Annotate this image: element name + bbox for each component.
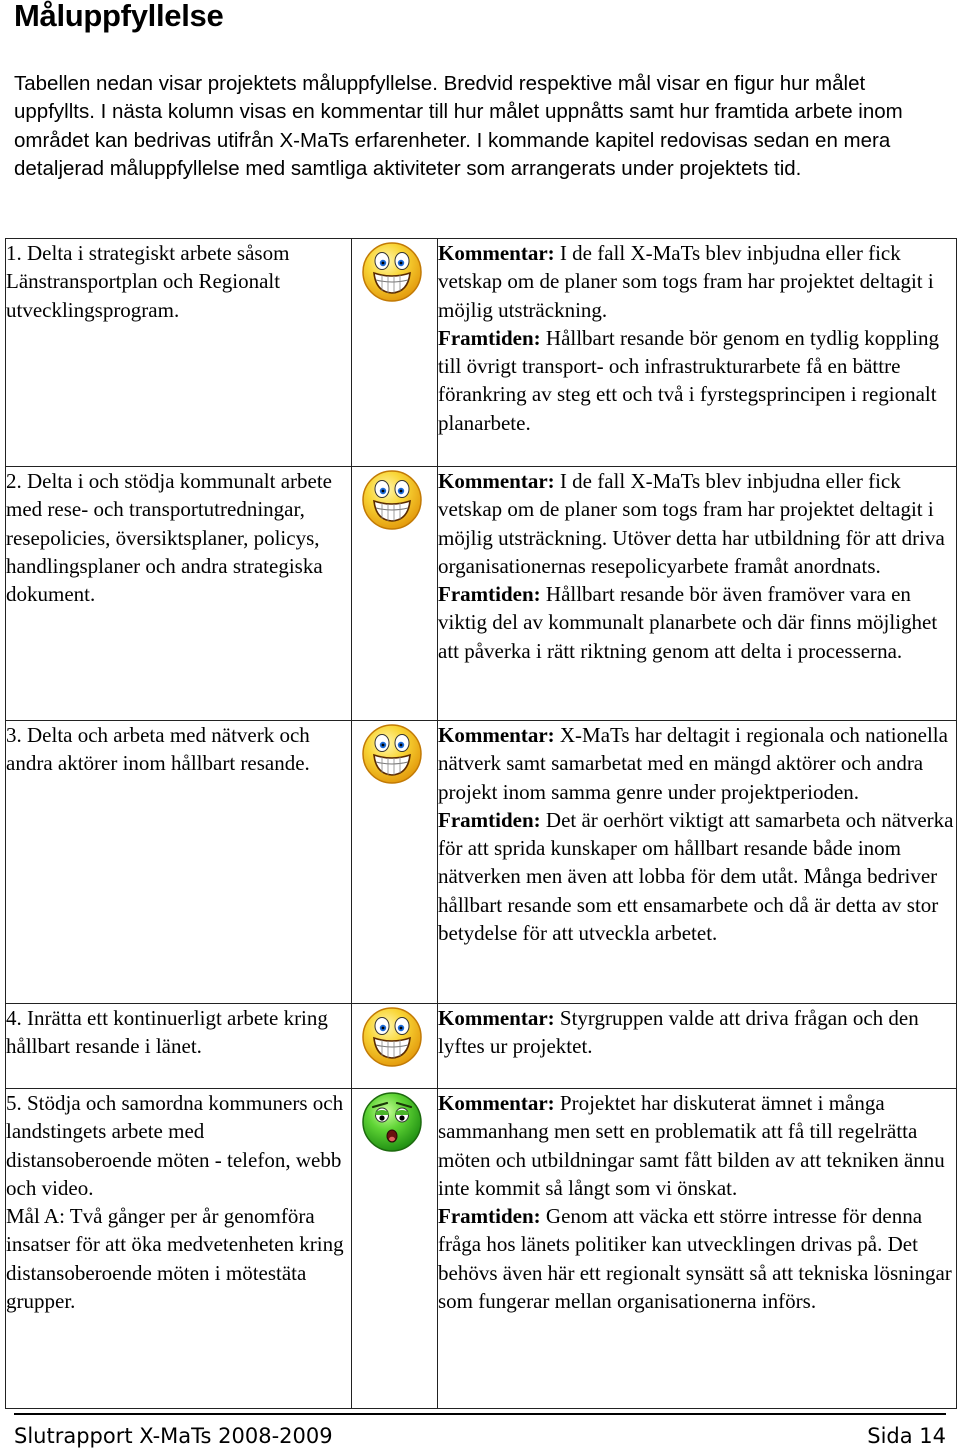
comment-label: Kommentar: — [438, 723, 555, 747]
goal-text: 5. Stödja och samordna kommuners och landstingets arbete med distansoberoende möten - telefon, webb och video. — [6, 1091, 344, 1200]
goal-extra-text: Mål A: Två gånger per år genomföra insatser för att öka medvetenheten kring distansoberoende möten i mötestäta grupper. — [6, 1204, 344, 1314]
comment-text: X-MaTs har deltagit i regionala och nationella nätverk samt samarbetat med en mängd aktörer och andra projekt inom samma genre under projektperioden. — [438, 723, 948, 804]
goal-table — [5, 238, 957, 1409]
comment-cell — [438, 1004, 957, 1089]
comment-text: I de fall X-MaTs blev inbjudna eller fick vetskap om de planer som togs fram har projektet deltagit i möjlig utsträckning. Utöver detta har utbildning för att driva organisationernas resepolicyarbete framåt anordnats. — [438, 469, 945, 578]
goal-text: 4. Inrätta ett kontinuerligt arbete kring hållbart resande i länet. — [6, 1004, 352, 1089]
goal-text: 1. Delta i strategiskt arbete såsom Länstransportplan och Regionalt utvecklingsprogram. — [6, 239, 352, 467]
happy-smiley-icon — [360, 1005, 424, 1069]
future-text: Genom att väcka ett större intresse för denna fråga hos länets politiker kan utvecklingen drivas på. Det behövs även här ett regionalt synsätt så att tekniska lösningar som fungerar mellan organisationerna införs. — [438, 1204, 952, 1314]
sick-green-smiley-icon — [360, 1090, 424, 1154]
comment-cell — [438, 239, 957, 467]
comment-text: Projektet har diskuterat ämnet i många sammanhang men sett en problematik att få till regelrätta möten och utbildningar samt fått bilden av att tekniken ännu inte kommit så långt som vi önskat. — [438, 1091, 945, 1200]
comment-label: Kommentar: — [438, 1091, 555, 1115]
status-cell — [352, 1089, 438, 1409]
future-label: Framtiden: — [438, 807, 541, 832]
table-row — [6, 1089, 957, 1409]
happy-smiley-icon — [360, 240, 424, 304]
goal-cell — [6, 1089, 352, 1409]
future-text: Hållbart resande bör även framöver vara en viktig del av kommunalt planarbete och där finns möjlighet att påverka i rätt riktning genom att delta i processerna. — [438, 582, 938, 663]
table-row — [6, 239, 957, 467]
comment-text: I de fall X-MaTs blev inbjudna eller fick vetskap om de planer som togs fram har projektet deltagit i möjlig utsträckning. — [438, 241, 934, 322]
comment-label: Kommentar: — [438, 469, 555, 493]
future-label: Framtiden: — [438, 325, 541, 350]
future-text: Det är oerhört viktigt att samarbeta och nätverka för att sprida kunskaper om hållbart resande både inom nätverken men även att lobba för dem utåt. Många bedriver hållbart resande som ett ensamarbete och då är detta av stor betydelse för att utveckla arbetet. — [438, 807, 954, 946]
status-cell — [352, 721, 438, 1004]
footer-page-number: Sida 14 — [867, 1424, 946, 1448]
comment-cell — [438, 721, 957, 1004]
goal-text: 2. Delta i och stödja kommunalt arbete med rese- och transportutredningar, resepolicies, översiktsplaner, policys, handlingsplaner och andra strategiska dokument. — [6, 467, 352, 721]
table-row — [6, 1004, 957, 1089]
table-row — [6, 721, 957, 1004]
happy-smiley-icon — [360, 722, 424, 786]
status-cell — [352, 239, 438, 467]
comment-cell — [438, 1089, 957, 1409]
comment-label: Kommentar: — [438, 1006, 555, 1030]
happy-smiley-icon — [360, 468, 424, 532]
comment-cell — [438, 467, 957, 721]
comment-text: Styrgruppen valde att driva frågan och den lyftes ur projektet. — [438, 1006, 919, 1059]
page-title: Måluppfyllelse — [14, 0, 224, 33]
footer-report-title: Slutrapport X-MaTs 2008-2009 — [14, 1424, 333, 1448]
goal-text: 3. Delta och arbeta med nätverk och andra aktörer inom hållbart resande. — [6, 721, 352, 1004]
future-text: Hållbart resande bör genom en tydlig koppling till övrigt transport- och infrastrukturarbete få en bättre förankring av steg ett och två i fyrstegsprincipen i regionalt planarbete. — [438, 325, 939, 435]
future-label: Framtiden: — [438, 582, 541, 607]
comment-label: Kommentar: — [438, 241, 555, 265]
intro-paragraph: Tabellen nedan visar projektets måluppfyllelse. Bredvid respektive mål visar en figur hur målet uppfyllts. I nästa kolumn visas en kommentar till hur målet uppnåtts samt hur framtida arbete inom området kan bedrivas utifrån X-MaTs erfarenheter. I kommande kapitel redovisas sedan en mera detaljerad måluppfyllelse med samtliga aktiviteter som arrangerats under projektets tid. — [14, 72, 903, 180]
future-label: Framtiden: — [438, 1204, 541, 1229]
page-footer — [14, 1413, 946, 1448]
status-cell — [352, 1004, 438, 1089]
table-row — [6, 467, 957, 721]
status-cell — [352, 467, 438, 721]
